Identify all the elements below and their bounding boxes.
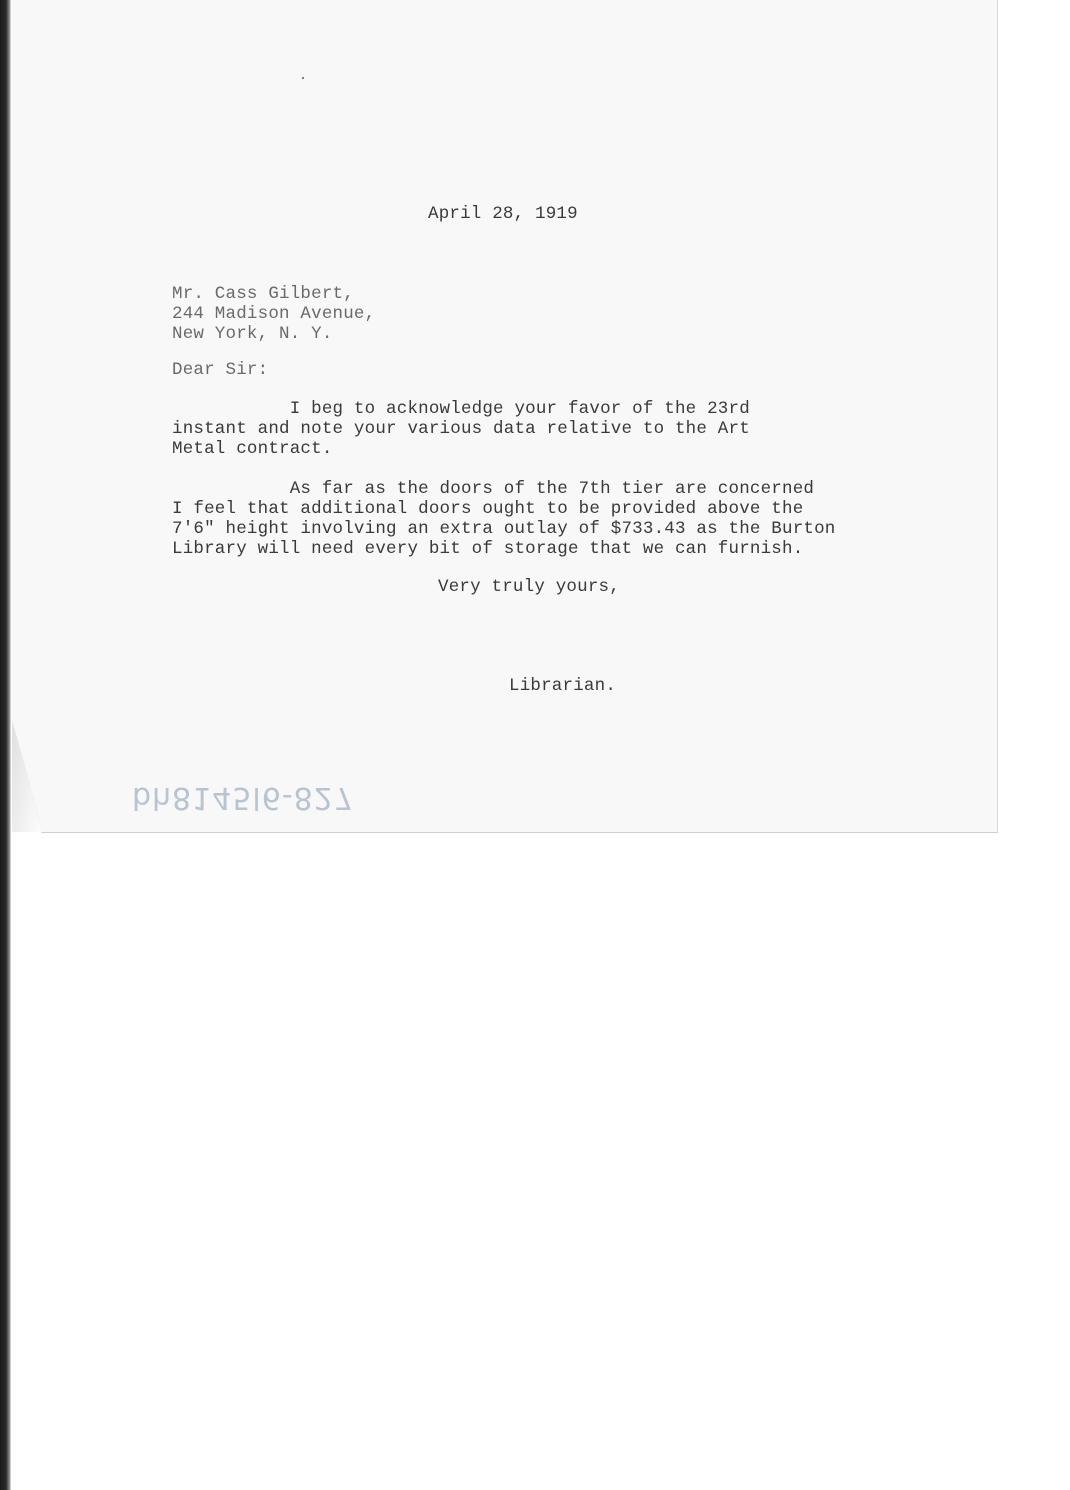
paragraph-2-line-2: I feel that additional doors ought to be provided above the bbox=[172, 499, 804, 519]
signature-title: Librarian. bbox=[509, 676, 617, 696]
paragraph-spacer bbox=[172, 459, 836, 479]
recipient-line-3: New York, N. Y. bbox=[172, 324, 333, 344]
paper-speck bbox=[302, 77, 304, 79]
archive-number-stamp: bh8145l6-827 bbox=[132, 780, 354, 815]
recipient-address bbox=[172, 284, 375, 344]
closing: Very truly yours, bbox=[438, 577, 620, 597]
paragraph-1-line-2: instant and note your various data relative to the Art bbox=[172, 419, 750, 439]
recipient-line-2: 244 Madison Avenue, bbox=[172, 304, 376, 324]
paragraph-1-line-1: I beg to acknowledge your favor of the 23rd bbox=[172, 399, 750, 419]
salutation: Dear Sir: bbox=[172, 360, 269, 380]
paragraph-1-line-3: Metal contract. bbox=[172, 439, 333, 459]
recipient-line-1: Mr. Cass Gilbert, bbox=[172, 284, 354, 304]
paragraph-2-line-1: As far as the doors of the 7th tier are concerned bbox=[172, 479, 815, 499]
paragraph-2-line-4: Library will need every bit of storage that we can furnish. bbox=[172, 539, 804, 559]
paragraph-2-line-3: 7'6" height involving an extra outlay of $733.43 as the Burton bbox=[172, 519, 836, 539]
letter-date: April 28, 1919 bbox=[428, 204, 578, 224]
scan-left-edge bbox=[0, 0, 11, 1490]
letter-body bbox=[172, 399, 836, 559]
